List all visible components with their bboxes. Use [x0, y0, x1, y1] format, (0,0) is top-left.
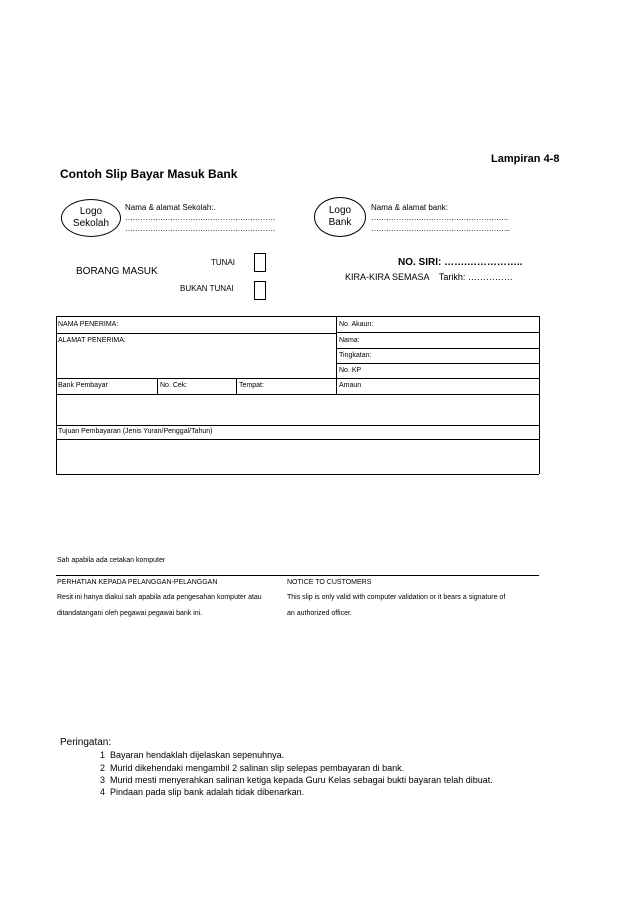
warning-number: 3 [100, 775, 106, 785]
notice-my-line2: ditandatangani oleh pegawai pegawai bank ini. [57, 610, 203, 617]
non-cash-checkbox[interactable] [254, 281, 266, 300]
school-address-label: Nama & alamat Sekolah:. [125, 203, 216, 212]
bank-address-line2: ……………………………………………….. [371, 224, 510, 233]
school-logo-line1: Logo [79, 206, 103, 217]
level-label: Tingkatan: [339, 352, 372, 359]
appendix-label: Lampiran 4-8 [491, 153, 560, 165]
notice-en-line1: This slip is only valid with computer validation or it bears a signature of [287, 594, 506, 601]
warnings-title: Peringatan: [60, 737, 112, 748]
payment-purpose-label: Tujuan Pembayaran (Jenis Yuran/Penggal/Tahun) [58, 428, 213, 435]
account-number-label: No. Akaun: [339, 321, 374, 328]
bank-logo-line2: Bank [328, 217, 352, 228]
place-label: Tempat: [239, 382, 264, 389]
payer-bank-label: Bank Pembayar [58, 382, 108, 389]
warning-number: 2 [100, 763, 106, 773]
bank-address-label: Nama & alamat bank: [371, 203, 448, 212]
recipient-address-label: ALAMAT PENERIMA: [58, 337, 126, 344]
notice-en-title: NOTICE TO CUSTOMERS [287, 579, 372, 586]
student-name-label: Nama: [339, 337, 360, 344]
page-title: Contoh Slip Bayar Masuk Bank [60, 167, 238, 181]
bank-logo [314, 197, 366, 237]
school-logo [61, 199, 121, 237]
school-address-line2: …………………………………………………… [125, 224, 275, 233]
amount-label: Amaun [339, 382, 362, 389]
validity-note: Sah apabila ada cetakan komputer [57, 557, 166, 564]
warning-item: Murid mesti menyerahkan salinan ketiga kepada Guru Kelas sebagai bukti bayaran telah dibuat. [110, 775, 493, 785]
cash-checkbox[interactable] [254, 253, 266, 272]
warning-number: 4 [100, 787, 106, 797]
calculation-date: KIRA-KIRA SEMASA Tarikh: …………… [345, 272, 513, 282]
school-logo-line2: Sekolah [72, 218, 110, 229]
notice-en-line2: an authorized officer. [287, 610, 352, 617]
notice-my-title: PERHATIAN KEPADA PELANGGAN-PELANGGAN [57, 579, 218, 586]
notice-my-line1: Resit ini hanya diakui sah apabila ada pengesahan komputer atau [57, 594, 262, 601]
warning-number: 1 [100, 750, 106, 760]
cash-label: TUNAI [211, 258, 235, 267]
warning-item: Murid dikehendaki mengambil 2 salinan slip selepas pembayaran di bank. [110, 763, 405, 773]
kp-number-label: No. KP [339, 367, 362, 374]
school-address-line1: …………………………………………………… [125, 213, 275, 222]
warning-item: Pindaan pada slip bank adalah tidak dibenarkan. [110, 787, 305, 797]
bank-address-line1: ………………………………………………. [371, 213, 508, 222]
cheque-number-label: No. Cek: [160, 382, 188, 389]
bank-logo-line1: Logo [328, 205, 352, 216]
warning-item: Bayaran hendaklah dijelaskan sepenuhnya. [110, 750, 285, 760]
serial-number: NO. SIRI: …….…………….. [398, 257, 523, 268]
recipient-name-label: NAMA PENERIMA: [58, 321, 119, 328]
non-cash-label: BUKAN TUNAI [180, 284, 234, 293]
divider [56, 575, 539, 576]
form-name: BORANG MASUK [76, 266, 158, 277]
